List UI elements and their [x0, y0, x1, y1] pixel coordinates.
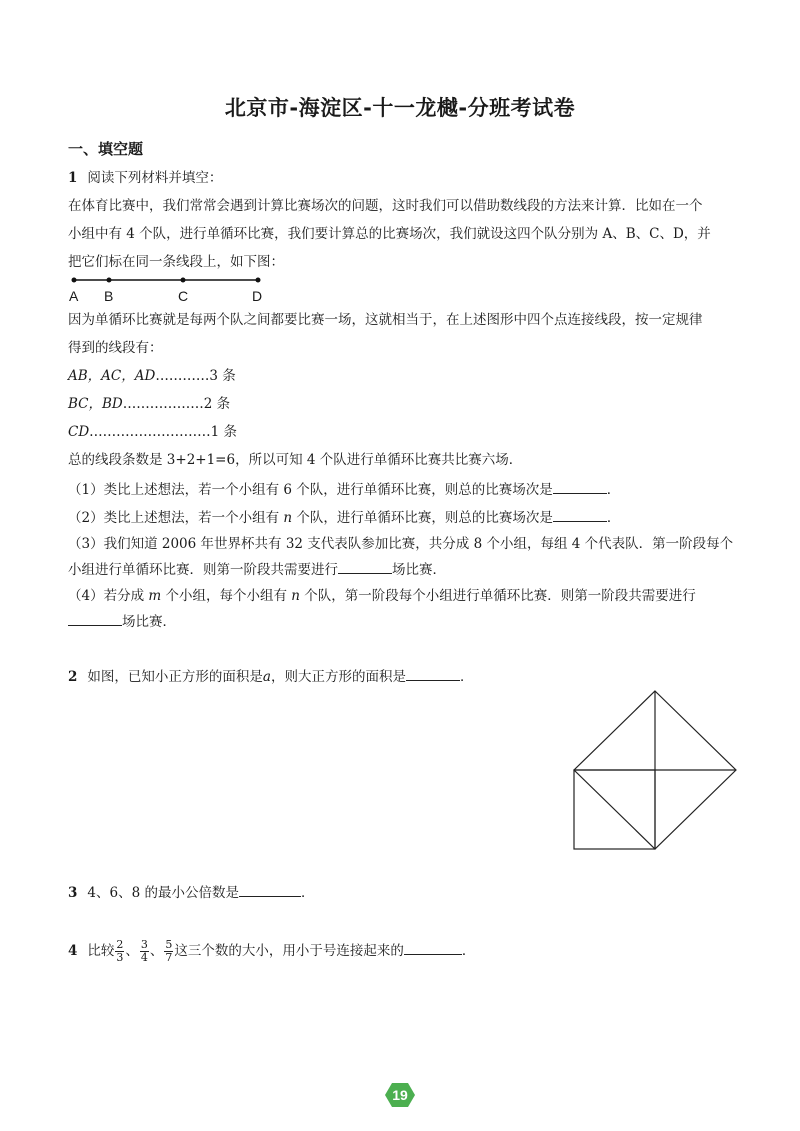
q1-intro-text: 阅读下列材料并填空：: [87, 170, 223, 186]
q1-sub-4-line-1: [68, 587, 696, 605]
q3-line: [68, 882, 314, 902]
q1-sub-3-tail: 场比赛．: [392, 562, 446, 578]
q4-separator-1: 、: [125, 943, 139, 959]
q1-row-2-count: ………………2 条: [122, 396, 231, 412]
q1-row-2-segments: BC，BD: [68, 396, 123, 412]
segment-diagram: [66, 272, 266, 288]
q1-sub-4-line-2: [68, 611, 176, 631]
q1-number: 1: [68, 170, 78, 186]
q4-line: [68, 938, 475, 964]
q1-paragraph-3: 把它们标在同一条线段上，如下图：: [68, 254, 284, 270]
q2-line: [68, 666, 473, 686]
fraction-1-denominator: 3: [116, 951, 124, 964]
q1-row-1: [68, 367, 236, 385]
q1-paragraph-4: 因为单循环比赛就是每两个队之间都要比赛一场，这就相当于，在上述图形中四个点连接线段，按一定规律: [68, 312, 703, 328]
q4-text-a: 比较: [87, 943, 115, 959]
point-label-a: A: [69, 288, 79, 304]
fraction-2-numerator: 3: [140, 938, 148, 951]
q1-sub-2-period: ．: [606, 510, 621, 526]
q1-row-3-count: ………………………1 条: [89, 424, 238, 440]
q1-sub-4-text-a: （4）若分成: [68, 588, 145, 604]
q1-sub-3-text: 小组进行单循环比赛．则第一阶段共需要进行: [68, 562, 338, 578]
fraction-2: [140, 939, 149, 964]
q3-text: 4、6、8 的最小公倍数是: [87, 885, 239, 901]
point-label-b: B: [104, 288, 114, 304]
q1-sub-4-text-c: 个队，第一阶段每个小组进行单循环比赛．则第一阶段共需要进行: [304, 588, 696, 604]
q1-row-2: [68, 395, 230, 413]
page-number-badge: [384, 1082, 416, 1108]
section-heading: 一、填空题: [68, 140, 144, 158]
squares-figure: [570, 688, 740, 852]
q1-row-1-segments: AB，AC，AD: [68, 368, 156, 384]
q1-sub-2-text-a: （2）类比上述想法，若一个小组有: [68, 510, 280, 526]
fraction-3: [164, 939, 173, 964]
q1-sub-1-answer-blank[interactable]: [553, 479, 607, 494]
point-b: [107, 278, 112, 283]
q1-sub-3-line-1: （3）我们知道 2006 年世界杯共有 32 支代表队参加比赛，共分成 8 个小组，每组 4 个代表队．第一阶段每个: [68, 536, 734, 552]
q2-period: ．: [459, 669, 474, 685]
q4-number: 4: [68, 943, 78, 959]
point-a: [72, 278, 77, 283]
q1-paragraph-2: 小组中有 4 个队，进行单循环比赛，我们要计算总的比赛场次，我们就设这四个队分别为 A、B、C、D，并: [68, 226, 711, 242]
q2-answer-blank[interactable]: [406, 666, 460, 681]
q1-sub-1-text: （1）类比上述想法，若一个小组有 6 个队，进行单循环比赛，则总的比赛场次是: [68, 482, 553, 498]
q1-sub-4-var-n: n: [291, 588, 300, 604]
q1-sub-4-answer-blank[interactable]: [68, 611, 122, 626]
q1-sub-2: [68, 507, 620, 527]
q1-paragraph-5: 得到的线段有：: [68, 340, 163, 356]
point-c: [181, 278, 186, 283]
q1-sub-3-answer-blank[interactable]: [338, 559, 392, 574]
q1-intro: [68, 169, 222, 187]
q2-number: 2: [68, 669, 78, 685]
q1-sub-2-var-n: n: [283, 510, 293, 526]
q4-separator-2: 、: [149, 943, 164, 959]
q1-sub-4-text-b: 个小组，每个小组有: [165, 588, 287, 604]
q2-text-a: 如图，已知小正方形的面积是: [87, 669, 263, 685]
q1-sub-1-period: ．: [606, 482, 621, 498]
q1-row-3: [68, 423, 237, 441]
q1-sub-4-var-m: m: [148, 588, 162, 604]
q1-row-1-count: …………3 条: [155, 368, 236, 384]
fraction-1-numerator: 2: [116, 938, 124, 951]
fraction-1: [115, 939, 124, 964]
q3-number: 3: [68, 885, 78, 901]
q1-sub-3-line-2: [68, 559, 446, 579]
q1-sub-2-text-b: 个队，进行单循环比赛，则总的比赛场次是: [296, 510, 553, 526]
q1-paragraph-1: 在体育比赛中，我们常常会遇到计算比赛场次的问题，这时我们可以借助数线段的方法来计算．比如在一个: [68, 198, 703, 214]
q1-row-3-segments: CD: [68, 424, 90, 440]
q1-paragraph-6: 总的线段条数是 3+2+1=6，所以可知 4 个队进行单循环比赛共比赛六场．: [68, 452, 523, 468]
q1-sub-2-answer-blank[interactable]: [553, 507, 607, 522]
q4-text-b: 这三个数的大小，用小于号连接起来的: [174, 943, 404, 959]
q4-period: ．: [461, 943, 476, 959]
q2-var-a: a: [262, 669, 271, 685]
point-label-d: D: [252, 288, 263, 304]
point-label-c: C: [178, 288, 189, 304]
fraction-2-denominator: 4: [140, 951, 148, 964]
q3-answer-blank[interactable]: [239, 882, 301, 897]
page-number: 19: [392, 1087, 408, 1103]
q1-sub-1: [68, 479, 620, 499]
q4-answer-blank[interactable]: [404, 940, 462, 955]
point-d: [256, 278, 261, 283]
page-title: 北京市-海淀区-十一龙樾-分班考试卷: [224, 96, 576, 120]
fraction-3-denominator: 7: [165, 951, 173, 964]
q2-text-b: ，则大正方形的面积是: [270, 669, 406, 685]
q3-period: ．: [300, 885, 315, 901]
q1-sub-4-tail: 场比赛．: [122, 614, 176, 630]
fraction-3-numerator: 5: [165, 938, 173, 951]
